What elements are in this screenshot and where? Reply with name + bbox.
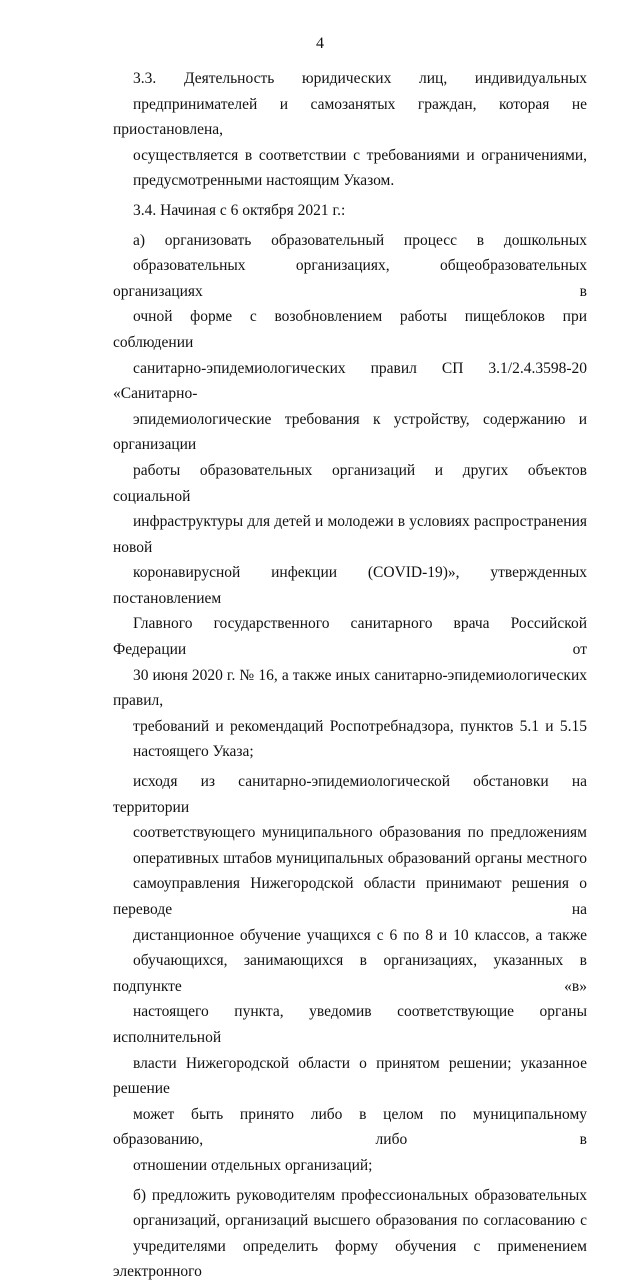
text-line: обучающихся, занимающихся в организациях, указанных в подпункте «в» (113, 952, 587, 995)
text-line: соответствующего муниципального образования по предложениям (133, 824, 587, 842)
text-line: оперативных штабов муниципальных образований органы местного (133, 849, 587, 867)
paragraph-a (113, 228, 587, 765)
text-line: очной форме с возобновлением работы пищеблоков при соблюдении (113, 308, 587, 351)
text-line: отношении отдельных организаций; (133, 1156, 373, 1174)
text-line: может быть принято либо в целом по муниципальному образованию, либо в (113, 1105, 587, 1149)
text-line: 30 июня 2020 г. № 16, а также иных санитарно-эпидемиологических правил, (113, 666, 587, 710)
text-line: власти Нижегородской области о принятом решении; указанное решение (113, 1054, 587, 1098)
text-line: инфраструктуры для детей и молодежи в условиях распространения новой (113, 513, 587, 556)
text-line: требований и рекомендаций Роспотребнадзора, пунктов 5.1 и 5.15 (133, 717, 587, 735)
text-line: дистанционное обучение учащихся с 6 по 8 и 10 классов, а также (133, 926, 587, 944)
text-line: 3.4. Начиная с 6 октября 2021 г.: (133, 201, 346, 219)
paragraph-ishodya (113, 769, 587, 1179)
paragraph-b (113, 1183, 587, 1285)
text-line: исходя из санитарно-эпидемиологической обстановки на территории (113, 773, 587, 816)
text-line: настоящего пункта, уведомив соответствующие органы исполнительной (113, 1003, 587, 1046)
text-line: коронавирусной инфекции (COVID-19)», утвержденных постановлением (113, 564, 587, 607)
text-line: 3.3. Деятельность юридических лиц, индивидуальных (133, 70, 587, 87)
text-line: осуществляется в соответствии с требованиями и ограничениями, (133, 146, 587, 164)
text-line: предпринимателей и самозанятых граждан, которая не приостановлена, (113, 95, 587, 139)
page-number: 4 (316, 35, 324, 52)
text-line: санитарно-эпидемиологических правил СП 3.1/2.4.3598-20 «Санитарно- (113, 359, 587, 403)
text-line: предусмотренными настоящим Указом. (133, 172, 395, 190)
text-line: а) организовать образовательный процесс в дошкольных (133, 231, 587, 249)
text-line: учредителями определить форму обучения с применением электронного (113, 1237, 587, 1281)
text-line: эпидемиологические требования к устройству, содержанию и организации (113, 410, 587, 454)
paragraph-3-4 (113, 198, 587, 224)
text-line: организаций, организаций высшего образования по согласованию с (133, 1212, 587, 1230)
paragraph-3-3 (113, 66, 587, 194)
text-line: настоящего Указа; (133, 743, 254, 761)
text-line: б) предложить руководителям профессиональных образовательных (133, 1186, 587, 1204)
text-line: работы образовательных организаций и других объектов социальной (113, 461, 587, 505)
text-line: образовательных организациях, общеобразовательных организациях в (113, 257, 587, 300)
text-line: самоуправления Нижегородской области принимают решения о переводе на (113, 875, 587, 918)
text-line: Главного государственного санитарного врача Российской Федерации от (113, 615, 587, 659)
document-body (113, 66, 587, 1285)
